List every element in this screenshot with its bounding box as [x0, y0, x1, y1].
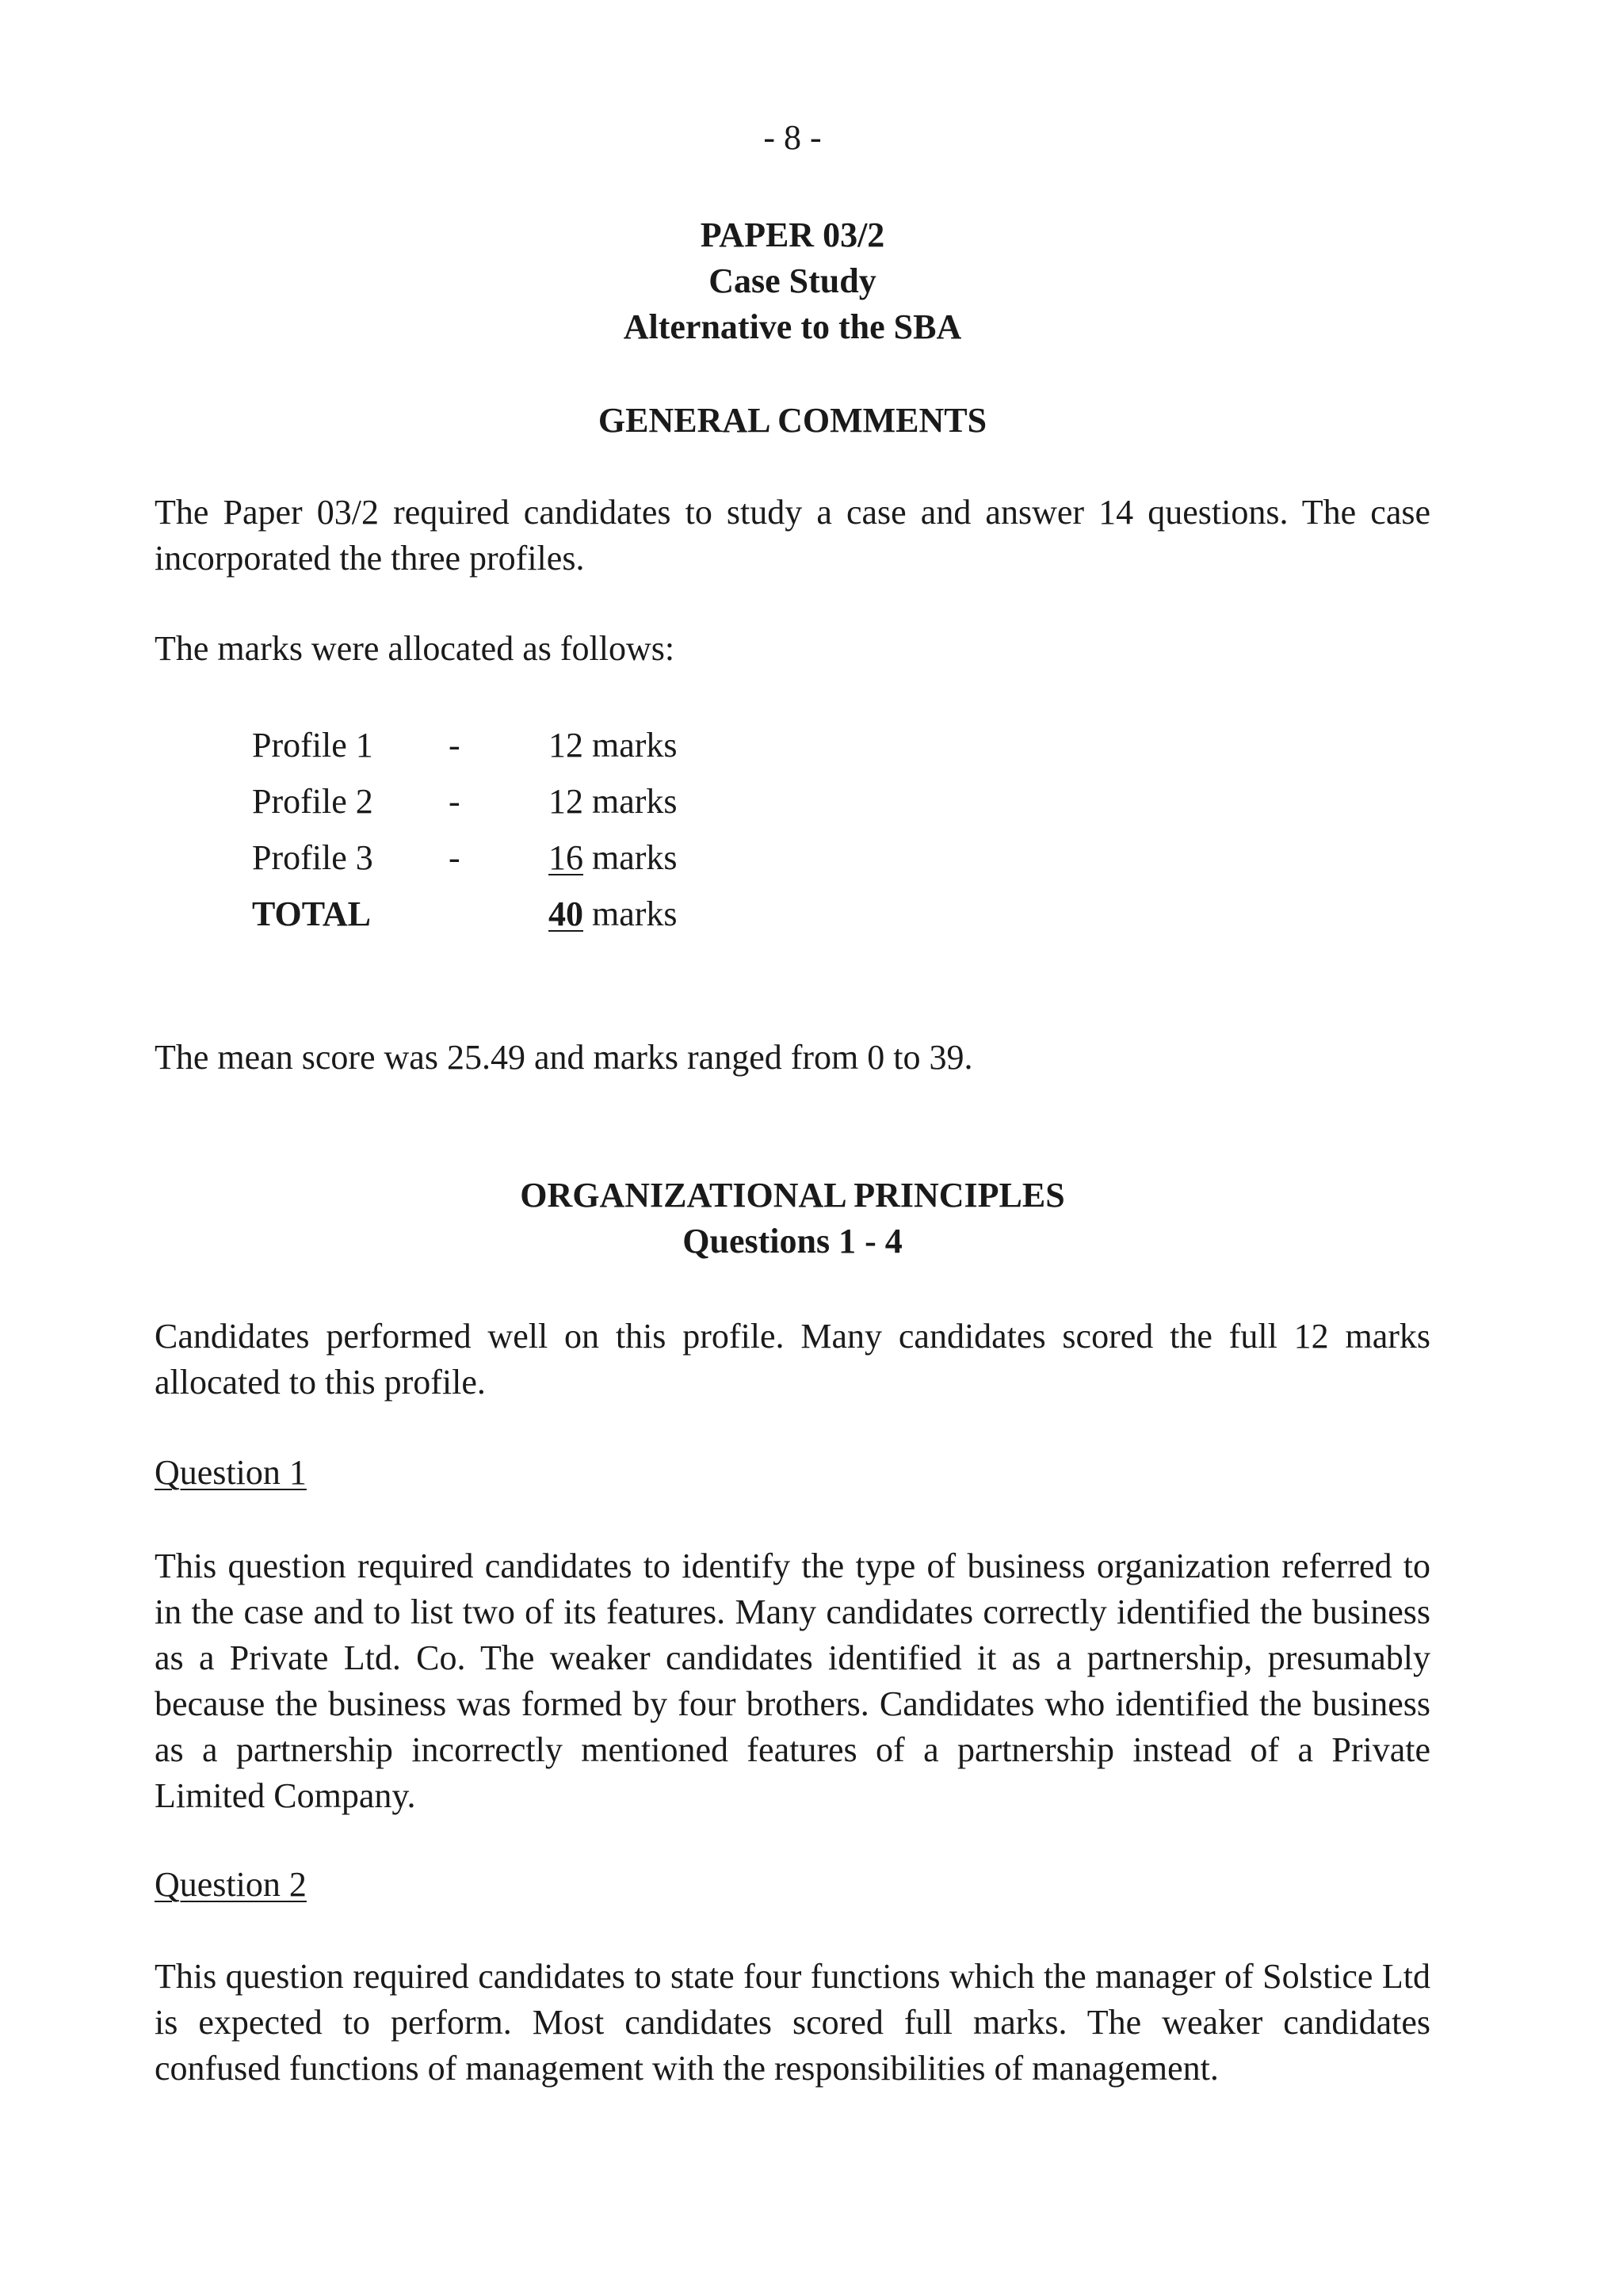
marks-unit: marks — [592, 726, 678, 765]
dash-separator: - — [449, 838, 460, 877]
paper-title: PAPER 03/2 — [700, 215, 885, 254]
paper-header — [0, 212, 1585, 350]
marks-allocation-intro: The marks were allocated as follows: — [155, 629, 675, 668]
question-1-body: This question required candidates to identify the type of business organization referred to in the case and to list two of its features. Many candidates correctly identified the business as a Private Ltd. Co. The weaker candidates identified it as a partnership, presumably because the business was formed by four brothers. Candidates who identified the business as a partnership incorrectly mentioned features of a partnership instead of a Private Limited Company. — [155, 1547, 1430, 1815]
general-comments-heading: GENERAL COMMENTS — [598, 401, 987, 440]
organizational-principles-heading — [0, 1173, 1585, 1264]
total-value — [548, 886, 678, 942]
question-1-heading: Question 1 — [155, 1453, 307, 1492]
mean-score-text: The mean score was 25.49 and marks ranged from 0 to 39. — [155, 1038, 973, 1077]
question-2-heading: Question 2 — [155, 1865, 307, 1904]
section-subtitle: Questions 1 - 4 — [682, 1222, 903, 1261]
marks-value — [548, 830, 678, 886]
marks-value — [548, 773, 678, 830]
marks-unit: marks — [592, 782, 678, 821]
marks-value — [548, 717, 678, 773]
marks-number: 12 — [548, 782, 583, 821]
paper-subtitle: Case Study — [708, 261, 876, 300]
total-number: 40 — [548, 894, 583, 933]
page-number: - 8 - — [763, 118, 822, 157]
organizational-principles-intro: Candidates performed well on this profile. Many candidates scored the full 12 marks allocated to this profile. — [155, 1317, 1430, 1402]
section-title: ORGANIZATIONAL PRINCIPLES — [520, 1176, 1065, 1215]
marks-unit: marks — [592, 894, 678, 933]
dash-separator: - — [449, 726, 460, 765]
marks-unit: marks — [592, 838, 678, 877]
profile-label: Profile 3 — [252, 838, 373, 877]
marks-number: 16 — [548, 838, 583, 877]
marks-number: 12 — [548, 726, 583, 765]
profile-label: Profile 2 — [252, 782, 373, 821]
dash-separator: - — [449, 782, 460, 821]
question-2-body: This question required candidates to state four functions which the manager of Solstice Ltd is expected to perform. Most candidates scored full marks. The weaker candidates confused functions of management with the responsibilities of management. — [155, 1957, 1430, 2088]
general-comments-paragraph: The Paper 03/2 required candidates to study a case and answer 14 questions. The case incorporated the three profiles. — [155, 493, 1430, 578]
total-label: TOTAL — [252, 894, 371, 933]
profile-label: Profile 1 — [252, 726, 373, 765]
paper-description: Alternative to the SBA — [623, 307, 962, 346]
